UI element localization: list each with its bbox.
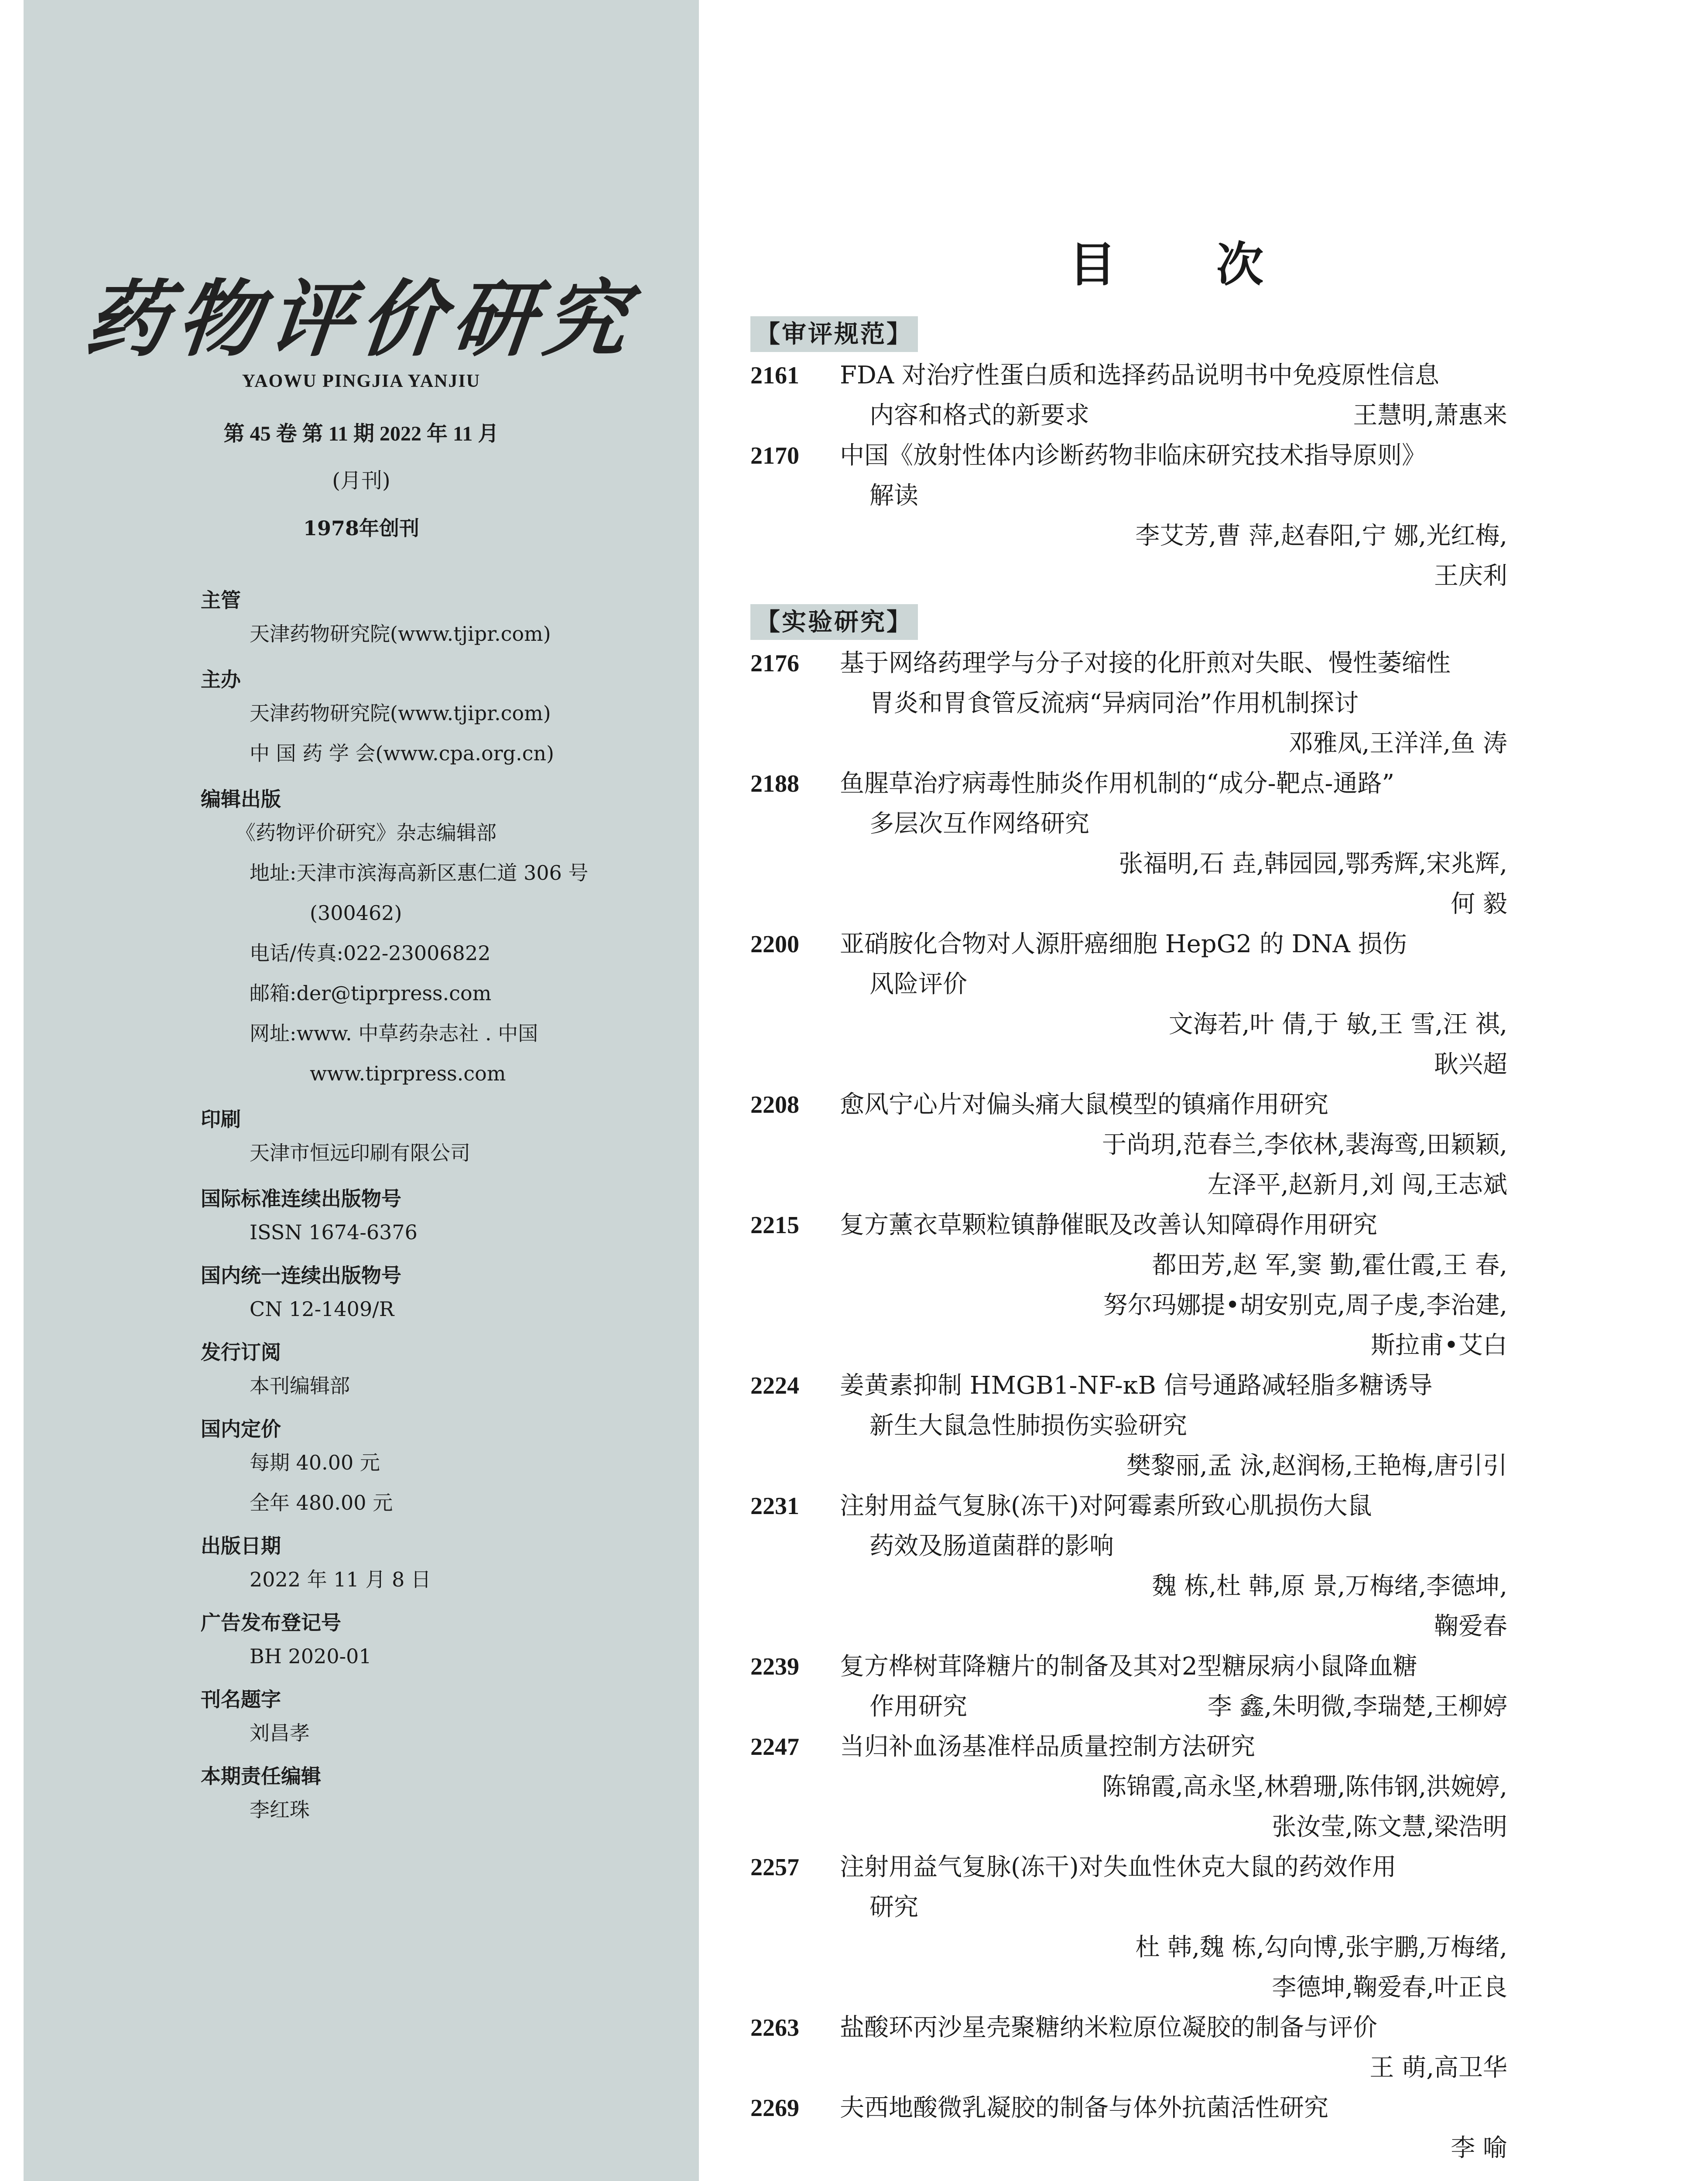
toc-page-number: 2208 [750,1091,799,1118]
toc-author-line: 王庆利 [1434,562,1507,590]
toc-entry[interactable] [750,1205,1507,1366]
toc-title-line: 风险评价 [869,970,967,998]
toc-author-line: 何 毅 [1451,890,1507,918]
info-heading: 发行订阅 [201,1340,281,1364]
info-value: (300462) [310,901,402,925]
toc-authors [750,2128,1507,2168]
info-value: 中 国 药 学 会(www.cpa.org.cn) [250,742,555,765]
toc-title-line: 解读 [869,482,918,510]
toc-article-title [840,2088,1507,2128]
info-value: 每期 40.00 元 [250,1451,380,1474]
toc-title: 目次 [1069,237,1364,292]
toc-authors [750,1566,1507,1647]
toc-authors-inline: 王慧明,萧惠来 [1353,401,1507,430]
toc-authors [750,2048,1507,2088]
toc-article-title [840,1366,1507,1446]
toc-entry[interactable] [750,1366,1507,1486]
toc-article-title [840,436,1507,516]
table-of-contents [750,316,1507,2168]
toc-entry[interactable] [750,2088,1507,2168]
info-heading: 主办 [201,668,241,691]
info-value: 刘昌孝 [250,1721,310,1745]
info-heading: 印刷 [201,1108,241,1131]
toc-article-title [840,764,1507,844]
toc-author-line: 鞠爱春 [1434,1612,1507,1641]
toc-entry[interactable] [750,436,1507,596]
toc-author-line: 耿兴超 [1434,1050,1507,1079]
toc-author-line: 李 喻 [1451,2134,1507,2162]
toc-article-title [840,924,1507,1005]
toc-article-title [840,1085,1507,1125]
info-value: 天津药物研究院(www.tjipr.com) [250,622,551,646]
volume-issue: 第 45 卷 第 11 期 2022 年 11 月 [223,422,499,445]
toc-entry[interactable] [750,643,1507,764]
toc-author-line: 魏 栋,杜 韩,原 景,万梅绪,李德坤, [1152,1572,1507,1600]
toc-title-line: 注射用益气复脉(冻干)对阿霉素所致心肌损伤大鼠 [840,1492,1372,1520]
toc-authors-inline: 李 鑫,朱明微,李瑞楚,王柳婷 [1207,1692,1507,1721]
toc-page-number: 2247 [750,1733,799,1761]
toc-article-title [840,1847,1507,1928]
toc-author-line: 张福明,石 垚,韩园园,鄂秀辉,宋兆辉, [1119,850,1507,878]
toc-title-line: 研究 [869,1893,918,1921]
info-value: CN 12-1409/R [250,1297,394,1321]
toc-author-line: 张汝莹,陈文慧,梁浩明 [1272,1813,1507,1841]
info-heading: 编辑出版 [201,787,281,811]
info-value: 网址:www. 中草药杂志社 . 中国 [250,1022,538,1045]
toc-author-line: 邓雅凤,王洋洋,鱼 涛 [1288,729,1507,758]
info-value: 天津药物研究院(www.tjipr.com) [250,701,551,725]
journal-pinyin: YAOWU PINGJIA YANJIU [242,371,481,391]
toc-title-line: 新生大鼠急性肺损伤实验研究 [869,1412,1187,1440]
info-value: 电话/传真:022-23006822 [250,941,491,965]
info-value: 邮箱:der@tiprpress.com [250,981,492,1005]
toc-article-title [840,356,1507,436]
toc-entry[interactable] [750,1847,1507,2008]
toc-authors [750,1928,1507,2008]
toc-authors [750,844,1507,924]
toc-title-line [840,396,1507,436]
toc-page-number: 2263 [750,2014,799,2041]
toc-article-title [840,1486,1507,1566]
toc-title-line: 愈风宁心片对偏头痛大鼠模型的镇痛作用研究 [840,1090,1328,1119]
toc-article-title [840,1205,1507,1245]
toc-title-line: 盐酸环丙沙星壳聚糖纳米粒原位凝胶的制备与评价 [840,2013,1377,2042]
info-value: 2022 年 11 月 8 日 [250,1568,431,1591]
toc-article-title [840,1727,1507,1767]
info-value: 李红珠 [250,1798,310,1822]
toc-entry[interactable] [750,764,1507,924]
toc-author-line: 王 萌,高卫华 [1369,2054,1507,2082]
toc-title-line: 基于网络药理学与分子对接的化肝煎对失眠、慢性萎缩性 [840,649,1451,677]
toc-entry[interactable] [750,2008,1507,2088]
journal-logo-title: 药物评价研究 [80,270,641,368]
info-heading: 广告发布登记号 [201,1611,341,1634]
toc-authors [750,1005,1507,1085]
toc-page-number: 2239 [750,1653,799,1680]
toc-title-line: 多层次互作网络研究 [869,810,1089,838]
toc-page-number: 2215 [750,1212,799,1239]
toc-page-number: 2176 [750,650,799,677]
toc-article-title [840,643,1507,724]
info-heading: 出版日期 [201,1534,281,1558]
toc-title-line: 注射用益气复脉(冻干)对失血性休克大鼠的药效作用 [840,1853,1397,1881]
toc-title-line: 胃炎和胃食管反流病“异病同治”作用机制探讨 [869,689,1359,718]
toc-title-line: 中国《放射性体内诊断药物非临床研究技术指导原则》 [840,441,1426,470]
toc-entry[interactable] [750,924,1507,1085]
toc-author-line: 文海若,叶 倩,于 敏,王 雪,汪 祺, [1168,1010,1507,1039]
toc-title-line: 当归补血汤基准样品质量控制方法研究 [840,1733,1255,1761]
toc-entry[interactable] [750,1727,1507,1847]
toc-page-number: 2231 [750,1493,799,1520]
toc-author-line: 努尔玛娜提•胡安别克,周子虔,李治建, [1103,1291,1507,1320]
toc-author-line: 于尚玥,范春兰,李依林,裴海鸾,田颖颖, [1102,1131,1507,1159]
info-value: 本刊编辑部 [250,1374,350,1398]
toc-page-number: 2161 [750,362,799,389]
info-value: 全年 480.00 元 [250,1491,393,1514]
toc-entry[interactable] [750,356,1507,436]
toc-authors [750,1446,1507,1486]
toc-article-title [840,2008,1507,2048]
info-heading: 本期责任编辑 [201,1764,321,1788]
toc-page-number: 2200 [750,931,799,958]
toc-authors [750,1125,1507,1205]
toc-article-title [840,1647,1507,1727]
info-value: 天津市恒远印刷有限公司 [250,1141,470,1165]
toc-title-line: 鱼腥草治疗病毒性肺炎作用机制的“成分-靶点-通路” [840,769,1395,798]
toc-entry[interactable] [750,1085,1507,1205]
toc-page-number: 2224 [750,1372,799,1399]
info-heading: 国际标准连续出版物号 [201,1187,401,1210]
toc-title-line: 夫西地酸微乳凝胶的制备与体外抗菌活性研究 [840,2094,1328,2122]
info-heading: 国内统一连续出版物号 [201,1264,401,1287]
toc-page-number: 2170 [750,442,799,469]
info-heading: 刊名题字 [201,1688,281,1711]
toc-author-line: 李德坤,鞠爱春,叶正良 [1272,1973,1507,2002]
toc-title-line: 复方桦树茸降糖片的制备及其对2型糖尿病小鼠降血糖 [840,1652,1417,1681]
toc-title-line: 姜黄素抑制 HMGB1-NF-κB 信号通路减轻脂多糖诱导 [840,1371,1433,1400]
toc-authors [750,516,1507,596]
toc-page-number: 2257 [750,1854,799,1881]
toc-title-text: 作用研究 [869,1692,967,1721]
toc-authors [750,1767,1507,1847]
toc-page-number: 2269 [750,2095,799,2122]
toc-entry[interactable] [750,1486,1507,1647]
publication-info [201,587,689,1830]
founded-year: 1978年创刊 [303,516,420,540]
toc-author-line: 樊黎丽,孟 泳,赵润杨,王艳梅,唐引引 [1126,1452,1507,1480]
toc-page-number: 2188 [750,770,799,797]
toc-title-line: 药效及肠道菌群的影响 [869,1532,1114,1560]
toc-title-line [840,1687,1507,1727]
toc-section-label: 【审评规范】 [750,316,918,352]
info-heading: 国内定价 [201,1417,281,1441]
publication-frequency: (月刊) [332,468,390,493]
toc-authors [750,1245,1507,1366]
info-value: www.tiprpress.com [310,1062,506,1085]
toc-author-line: 陈锦霞,高永坚,林碧珊,陈伟钢,洪婉婷, [1102,1773,1507,1801]
toc-title-line: 亚硝胺化合物对人源肝癌细胞 HepG2 的 DNA 损伤 [840,930,1407,958]
toc-section-label: 【实验研究】 [750,604,918,640]
toc-authors [750,724,1507,764]
info-value: ISSN 1674-6376 [250,1220,418,1244]
toc-author-line: 都田芳,赵 军,窦 勤,霍仕霞,王 春, [1152,1251,1507,1279]
info-value: 地址:天津市滨海高新区惠仁道 306 号 [250,861,589,885]
info-value: 《药物评价研究》杂志编辑部 [236,821,496,844]
toc-author-line: 左泽平,赵新月,刘 闯,王志斌 [1207,1171,1507,1199]
info-value: BH 2020-01 [250,1644,372,1668]
toc-title-line: FDA 对治疗性蛋白质和选择药品说明书中免疫原性信息 [840,361,1439,390]
toc-title-text: 内容和格式的新要求 [869,401,1089,430]
toc-author-line: 斯拉甫•艾白 [1370,1331,1507,1360]
toc-author-line: 杜 韩,魏 栋,勾向博,张宇鹏,万梅绪, [1135,1933,1507,1962]
info-heading: 主管 [201,588,241,612]
toc-entry[interactable] [750,1647,1507,1727]
toc-title-line: 复方薰衣草颗粒镇静催眠及改善认知障碍作用研究 [840,1211,1377,1239]
toc-author-line: 李艾芳,曹 萍,赵春阳,宁 娜,光红梅, [1135,522,1507,550]
